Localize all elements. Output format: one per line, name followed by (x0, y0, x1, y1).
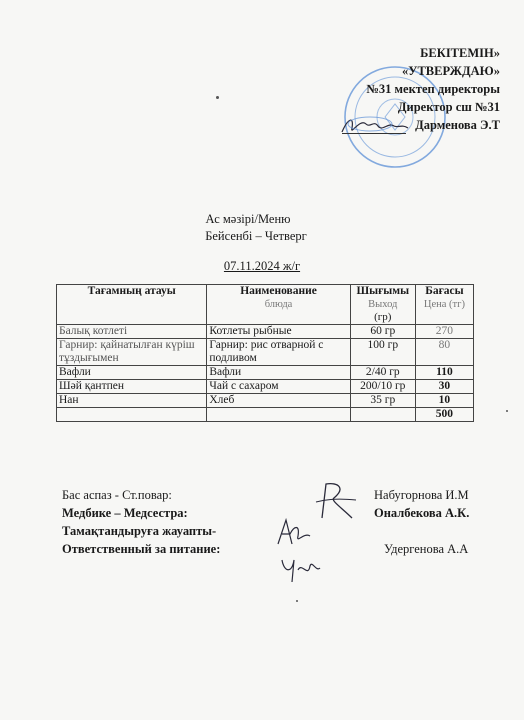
approval-line-4: Директор сш №31 (397, 100, 500, 114)
menu-title: Ас мәзірі/Меню (205, 212, 291, 226)
role-responsible-ru: Ответственный за питание: (62, 542, 221, 556)
name-responsible: Удергенова А.А (384, 542, 469, 556)
speck (506, 410, 508, 412)
name-nurse: Оналбекова А.К. (374, 506, 470, 520)
approval-line-3: №31 мектеп директоры (366, 82, 500, 96)
cell-total: 500 (415, 408, 473, 422)
chef-signature (312, 478, 360, 522)
speck (296, 600, 298, 602)
approval-line-2: «УТВЕРЖДАЮ» (402, 64, 500, 78)
cell-kz: Шәй қантпен (57, 380, 207, 394)
cell-empty (207, 408, 350, 422)
header-price: Бағасы Цена (тг) (415, 285, 473, 325)
table-header-row (57, 285, 474, 325)
approval-line-1: БЕКІТЕМІН» (420, 46, 500, 60)
cell-output: 60 гр (350, 325, 415, 339)
nurse-signature (274, 514, 314, 548)
responsible-signature (278, 552, 322, 586)
menu-date: 07.11.2024 ж/г (223, 259, 301, 273)
cell-output: 2/40 гр (350, 366, 415, 380)
cell-ru: Гарнир: рис отварной с подливом (207, 339, 350, 366)
table-row (57, 325, 474, 339)
table-row (57, 380, 474, 394)
director-name: Дарменова Э.Т (415, 118, 500, 132)
role-chef: Бас аспаз - Ст.повар: (62, 488, 172, 502)
header-output: Шығымы Выход (гр) (350, 285, 415, 325)
cell-price: 10 (415, 394, 473, 408)
role-responsible-kz: Тамақтандыруға жауапты- (62, 524, 217, 538)
cell-empty (57, 408, 207, 422)
cell-output: 35 гр (350, 394, 415, 408)
cell-price: 30 (415, 380, 473, 394)
cell-price: 270 (415, 325, 473, 339)
table-row (57, 394, 474, 408)
cell-ru: Чай с сахаром (207, 380, 350, 394)
cell-price: 80 (415, 339, 473, 366)
header-kz: Тағамның атауы (57, 285, 207, 325)
cell-kz: Гарнир: қайнатылған күріш тұздығымен (57, 339, 207, 366)
role-nurse: Медбике – Медсестра: (62, 506, 188, 520)
director-signature (338, 112, 410, 140)
cell-output: 200/10 гр (350, 380, 415, 394)
cell-kz: Нан (57, 394, 207, 408)
speck (216, 96, 219, 99)
cell-ru: Хлеб (207, 394, 350, 408)
table-row (57, 339, 474, 366)
cell-price: 110 (415, 366, 473, 380)
cell-kz: Вафли (57, 366, 207, 380)
table-row (57, 366, 474, 380)
table-total-row (57, 408, 474, 422)
name-chef: Набугорнова И.М (374, 488, 469, 502)
header-ru: Наименование блюда (207, 285, 350, 325)
cell-ru: Вафли (207, 366, 350, 380)
menu-table (56, 284, 474, 422)
cell-ru: Котлеты рыбные (207, 325, 350, 339)
menu-day: Бейсенбі – Четверг (205, 229, 307, 243)
cell-empty (350, 408, 415, 422)
cell-output: 100 гр (350, 339, 415, 366)
cell-kz: Балық котлеті (57, 325, 207, 339)
